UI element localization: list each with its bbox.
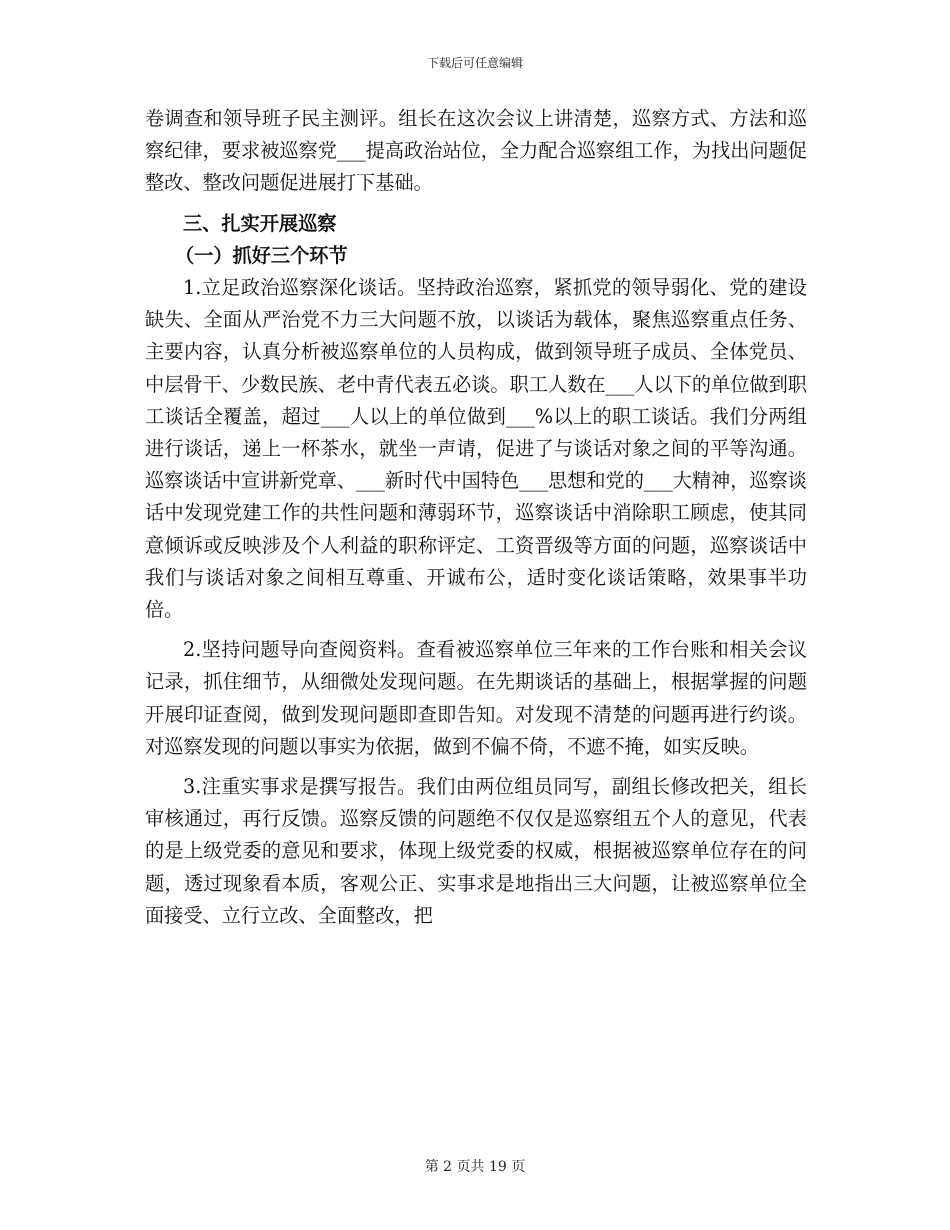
paragraph-item-2: 2.坚持问题导向查阅资料。查看被巡察单位三年来的工作台账和相关会议记录，抓住细节，从细微处发现问题。在先期谈话的基础上，根据掌握的问题开展印证查阅，做到发现问题即查即告知。对发现不清楚的问题再进行约谈。对巡察发现的问题以事实为依据，做到不偏不倚，不遮不掩，如实反映。 [145,638,807,758]
document-body [145,103,807,932]
page-header: 下载后可任意编辑 [426,56,523,70]
paragraph-item-3: 3.注重实事求是撰写报告。我们由两位组员同写，副组长修改把关，组长审核通过，再行反馈。巡察反馈的问题绝不仅仅是巡察组五个人的意见，代表的是上级党委的意见和要求，体现上级党委的权威，根据被巡察单位存在的问题，透过现象看本质，客观公正、实事求是地指出三大问题，让被巡察单位全面接受、立行立改、全面整改，把 [145,775,807,927]
paragraph-item-1: 1.立足政治巡察深化谈话。坚持政治巡察，紧抓党的领导弱化、党的建设缺失、全面从严治党不力三大问题不放，以谈话为载体，聚焦巡察重点任务、主要内容，认真分析被巡察单位的人员构成，做到领导班子成员、全体党员、中层骨干、少数民族、老中青代表五必谈。职工人数在___人以下的单位做到职工谈话全覆盖，超过___人以上的单位做到___%以上的职工谈话。我们分两组进行谈话，递上一杯茶水，就坐一声请，促进了与谈话对象之间的平等沟通。巡察谈话中宣讲新党章、___新时代中国特色___思想和党的___大精神，巡察谈话中发现党建工作的共性问题和薄弱环节，巡察谈话中消除职工顾虑，使其同意倾诉或反映涉及个人利益的职称评定、工资晋级等方面的问题，巡察谈话中我们与谈话对象之间相互尊重、开诚布公，适时变化谈话策略，效果事半功倍。 [145,276,807,622]
page-footer: 第 2 页共 19 页 [424,1159,526,1175]
subsection-heading: （一）抓好三个环节 [175,243,348,267]
paragraph-continuation: 卷调查和领导班子民主测评。组长在这次会议上讲清楚，巡察方式、方法和巡察纪律，要求被巡察党___提高政治站位，全力配合巡察组工作，为找出问题促整改、整改问题促进展打下基础。 [145,107,807,195]
section-heading: 三、扎实开展巡察 [183,211,337,235]
